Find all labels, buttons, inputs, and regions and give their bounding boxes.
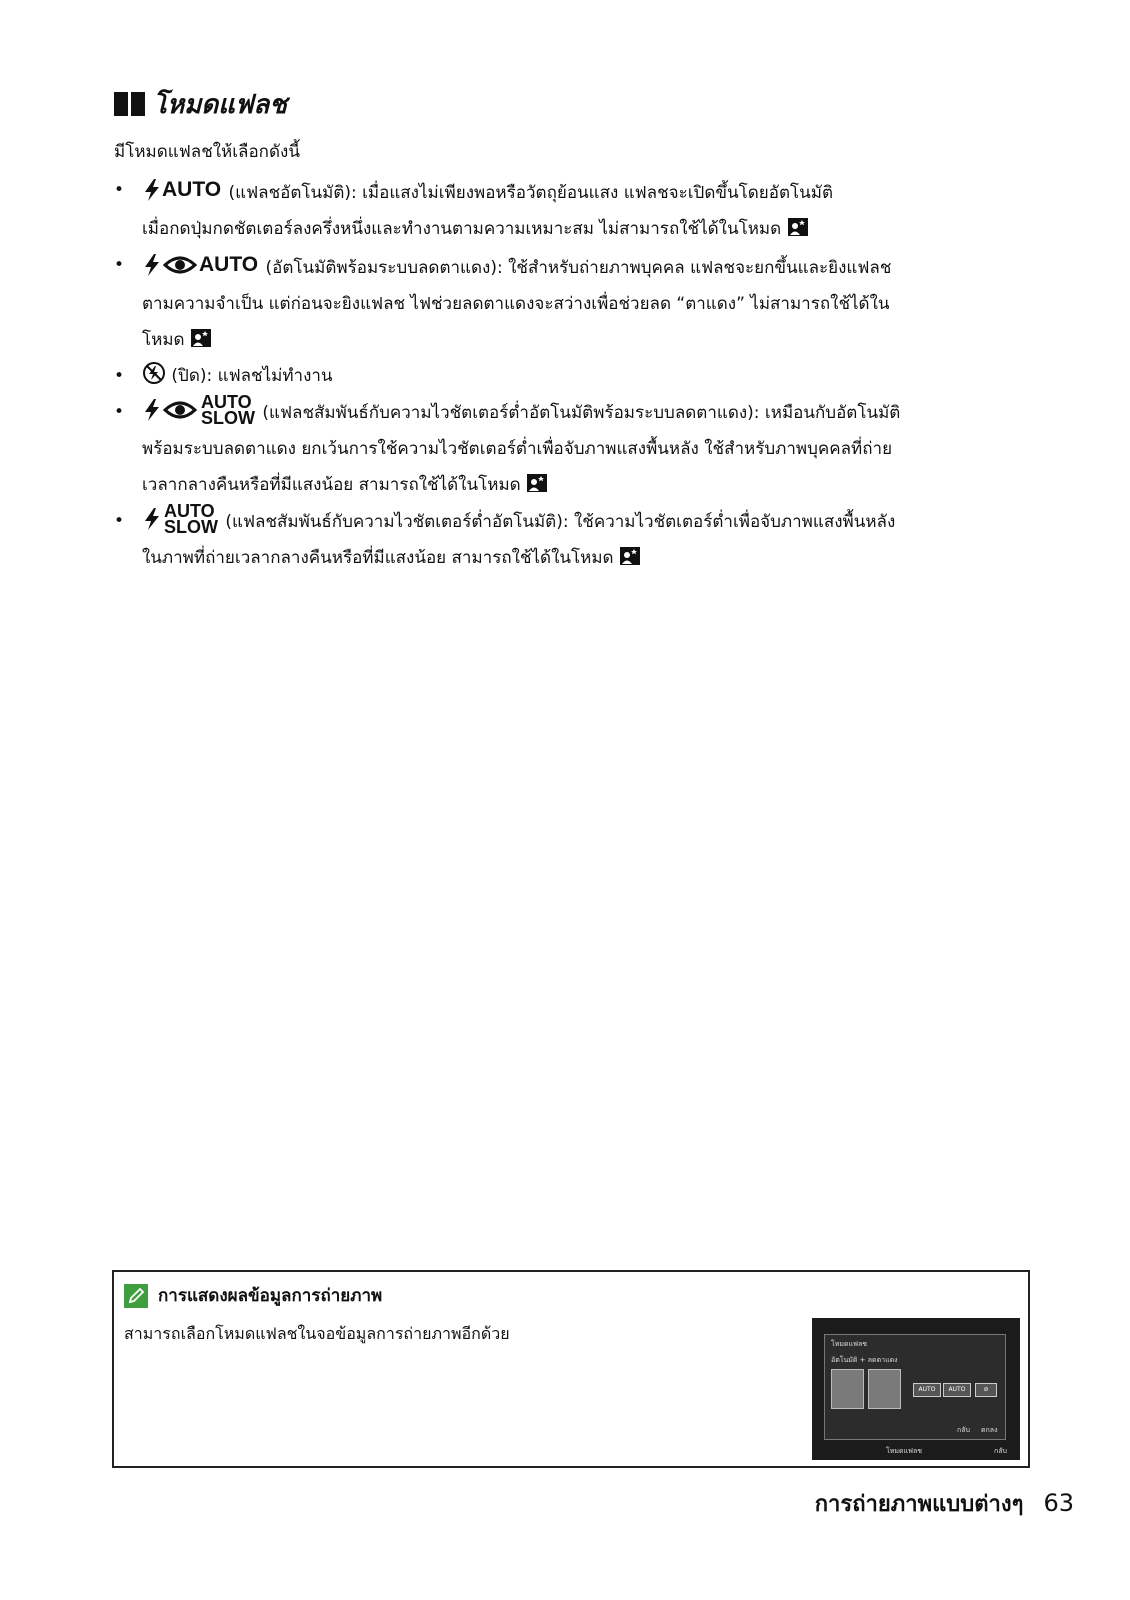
item-text-line1: (อัตโนมัติพร้อมระบบลดตาแดง): ใช้สำหรับถ่ายภาพบุคคล แฟลชจะยกขึ้นและยิงแฟลช: [265, 258, 892, 278]
flash-slow-symbol: [142, 503, 218, 535]
popup-back-label: กลับ: [957, 1426, 970, 1434]
flash-auto-option: [913, 1383, 941, 1397]
screen-bottom-label: โหมดแฟลช: [886, 1447, 923, 1455]
screen-bottom-back: กลับ: [994, 1447, 1007, 1455]
item-text-line3: โหมด: [142, 330, 185, 350]
slow-symbol-text: SLOW: [164, 517, 218, 537]
list-item: [114, 247, 1044, 358]
flash-mode-list: [114, 172, 1044, 576]
camera-screen-image: [812, 1318, 1020, 1460]
red-eye-preview: [831, 1369, 901, 1409]
flash-off-icon: [142, 361, 166, 385]
slow-symbol-text: SLOW: [201, 408, 255, 428]
note-box: [112, 1270, 1030, 1468]
pencil-note-icon: [124, 1284, 148, 1308]
list-item: [114, 394, 1044, 503]
note-title: การแสดงผลข้อมูลการถ่ายภาพ: [158, 1286, 383, 1306]
auto-slow-stack: [201, 394, 255, 426]
night-portrait-mode-icon: [787, 217, 809, 237]
section-title: โหมดแฟลช: [153, 89, 287, 120]
flash-bolt-icon: [142, 253, 162, 277]
auto-symbol-text: • AUTO: [201, 392, 252, 412]
flash-bolt-icon: [142, 178, 162, 202]
list-item: [114, 172, 1044, 247]
flash-bolt-icon: [142, 398, 162, 422]
auto-symbol-text: • AUTO: [164, 501, 215, 521]
red-eye-icon: [163, 399, 197, 421]
list-item: [114, 358, 1044, 394]
auto-slow-stack: [164, 503, 218, 535]
page-footer: [815, 1486, 1074, 1521]
item-text-line3: เวลากลางคืนหรือที่มีแสงน้อย สามารถใช้ได้ในโหมด: [142, 475, 521, 495]
popup-selected-mode: อัตโนมัติ + ลดตาแดง: [831, 1356, 898, 1364]
night-portrait-mode-icon: [190, 328, 212, 348]
item-text-line1: (แฟลชสัมพันธ์กับความไวชัตเตอร์ต่ำอัตโนมัติ): ใช้ความไวชัตเตอร์ต่ำเพื่อจับภาพแสงพื้นหลัง: [225, 512, 896, 532]
chapter-label: การถ่ายภาพแบบต่างๆ: [814, 1492, 1024, 1517]
popup-ok-label: ตกลง: [981, 1426, 998, 1434]
item-text-line2: พร้อมระบบลดตาแดง ยกเว้นการใช้ความไวชัตเตอร์ต่ำเพื่อจับภาพแสงพื้นหลัง ใช้สำหรับภาพบุคคลที่ถ่าย: [142, 439, 893, 459]
night-portrait-mode-icon: [619, 546, 641, 566]
popup-title: โหมดแฟลช: [831, 1340, 868, 1348]
option-label: AUTO: [918, 1386, 936, 1393]
flash-redeye-option: [943, 1383, 971, 1397]
section-heading: [114, 86, 287, 122]
flash-off-option: ⊘: [975, 1383, 997, 1397]
flash-auto-symbol: [142, 172, 221, 208]
note-body: สามารถเลือกโหมดแฟลชในจอข้อมูลการถ่ายภาพอีกด้วย: [124, 1324, 510, 1343]
page-number: 63: [1043, 1489, 1074, 1517]
auto-symbol-text: • AUTO: [162, 178, 222, 201]
flash-mode-popup: [824, 1334, 1006, 1440]
item-text-line2: ตามความจำเป็น แต่ก่อนจะยิงแฟลช ไฟช่วยลดตาแดงจะสว่างเพื่อช่วยลด “ตาแดง” ไม่สามารถใช้ได้ใน: [142, 294, 890, 314]
section-intro: มีโหมดแฟลชให้เลือกดังนี้: [114, 142, 300, 162]
note-header: [124, 1282, 382, 1309]
flash-auto-redeye-symbol: [142, 247, 258, 283]
option-label: AUTO: [948, 1386, 966, 1393]
flash-slow-redeye-symbol: [142, 394, 255, 426]
item-text-line1: (ปิด): แฟลชไม่ทำงาน: [171, 366, 333, 386]
red-eye-icon: [163, 254, 197, 276]
flash-bolt-icon: [142, 507, 162, 531]
item-text-line2: เมื่อกดปุ่มกดชัตเตอร์ลงครึ่งหนึ่งและทำงานตามความเหมาะสม ไม่สามารถใช้ได้ในโหมด: [142, 219, 782, 239]
list-item: [114, 503, 1044, 576]
night-portrait-mode-icon: [526, 473, 548, 493]
section-marker-icon: [114, 92, 145, 116]
auto-symbol-text: • AUTO: [199, 253, 259, 276]
item-text-line1: (แฟลชอัตโนมัติ): เมื่อแสงไม่เพียงพอหรือวัตถุย้อนแสง แฟลชจะเปิดขึ้นโดยอัตโนมัติ: [228, 183, 833, 203]
item-text-line2: ในภาพที่ถ่ายเวลากลางคืนหรือที่มีแสงน้อย สามารถใช้ได้ในโหมด: [142, 548, 614, 568]
item-text-line1: (แฟลชสัมพันธ์กับความไวชัตเตอร์ต่ำอัตโนมัติพร้อมระบบลดตาแดง): เหมือนกับอัตโนมัติ: [262, 403, 901, 423]
